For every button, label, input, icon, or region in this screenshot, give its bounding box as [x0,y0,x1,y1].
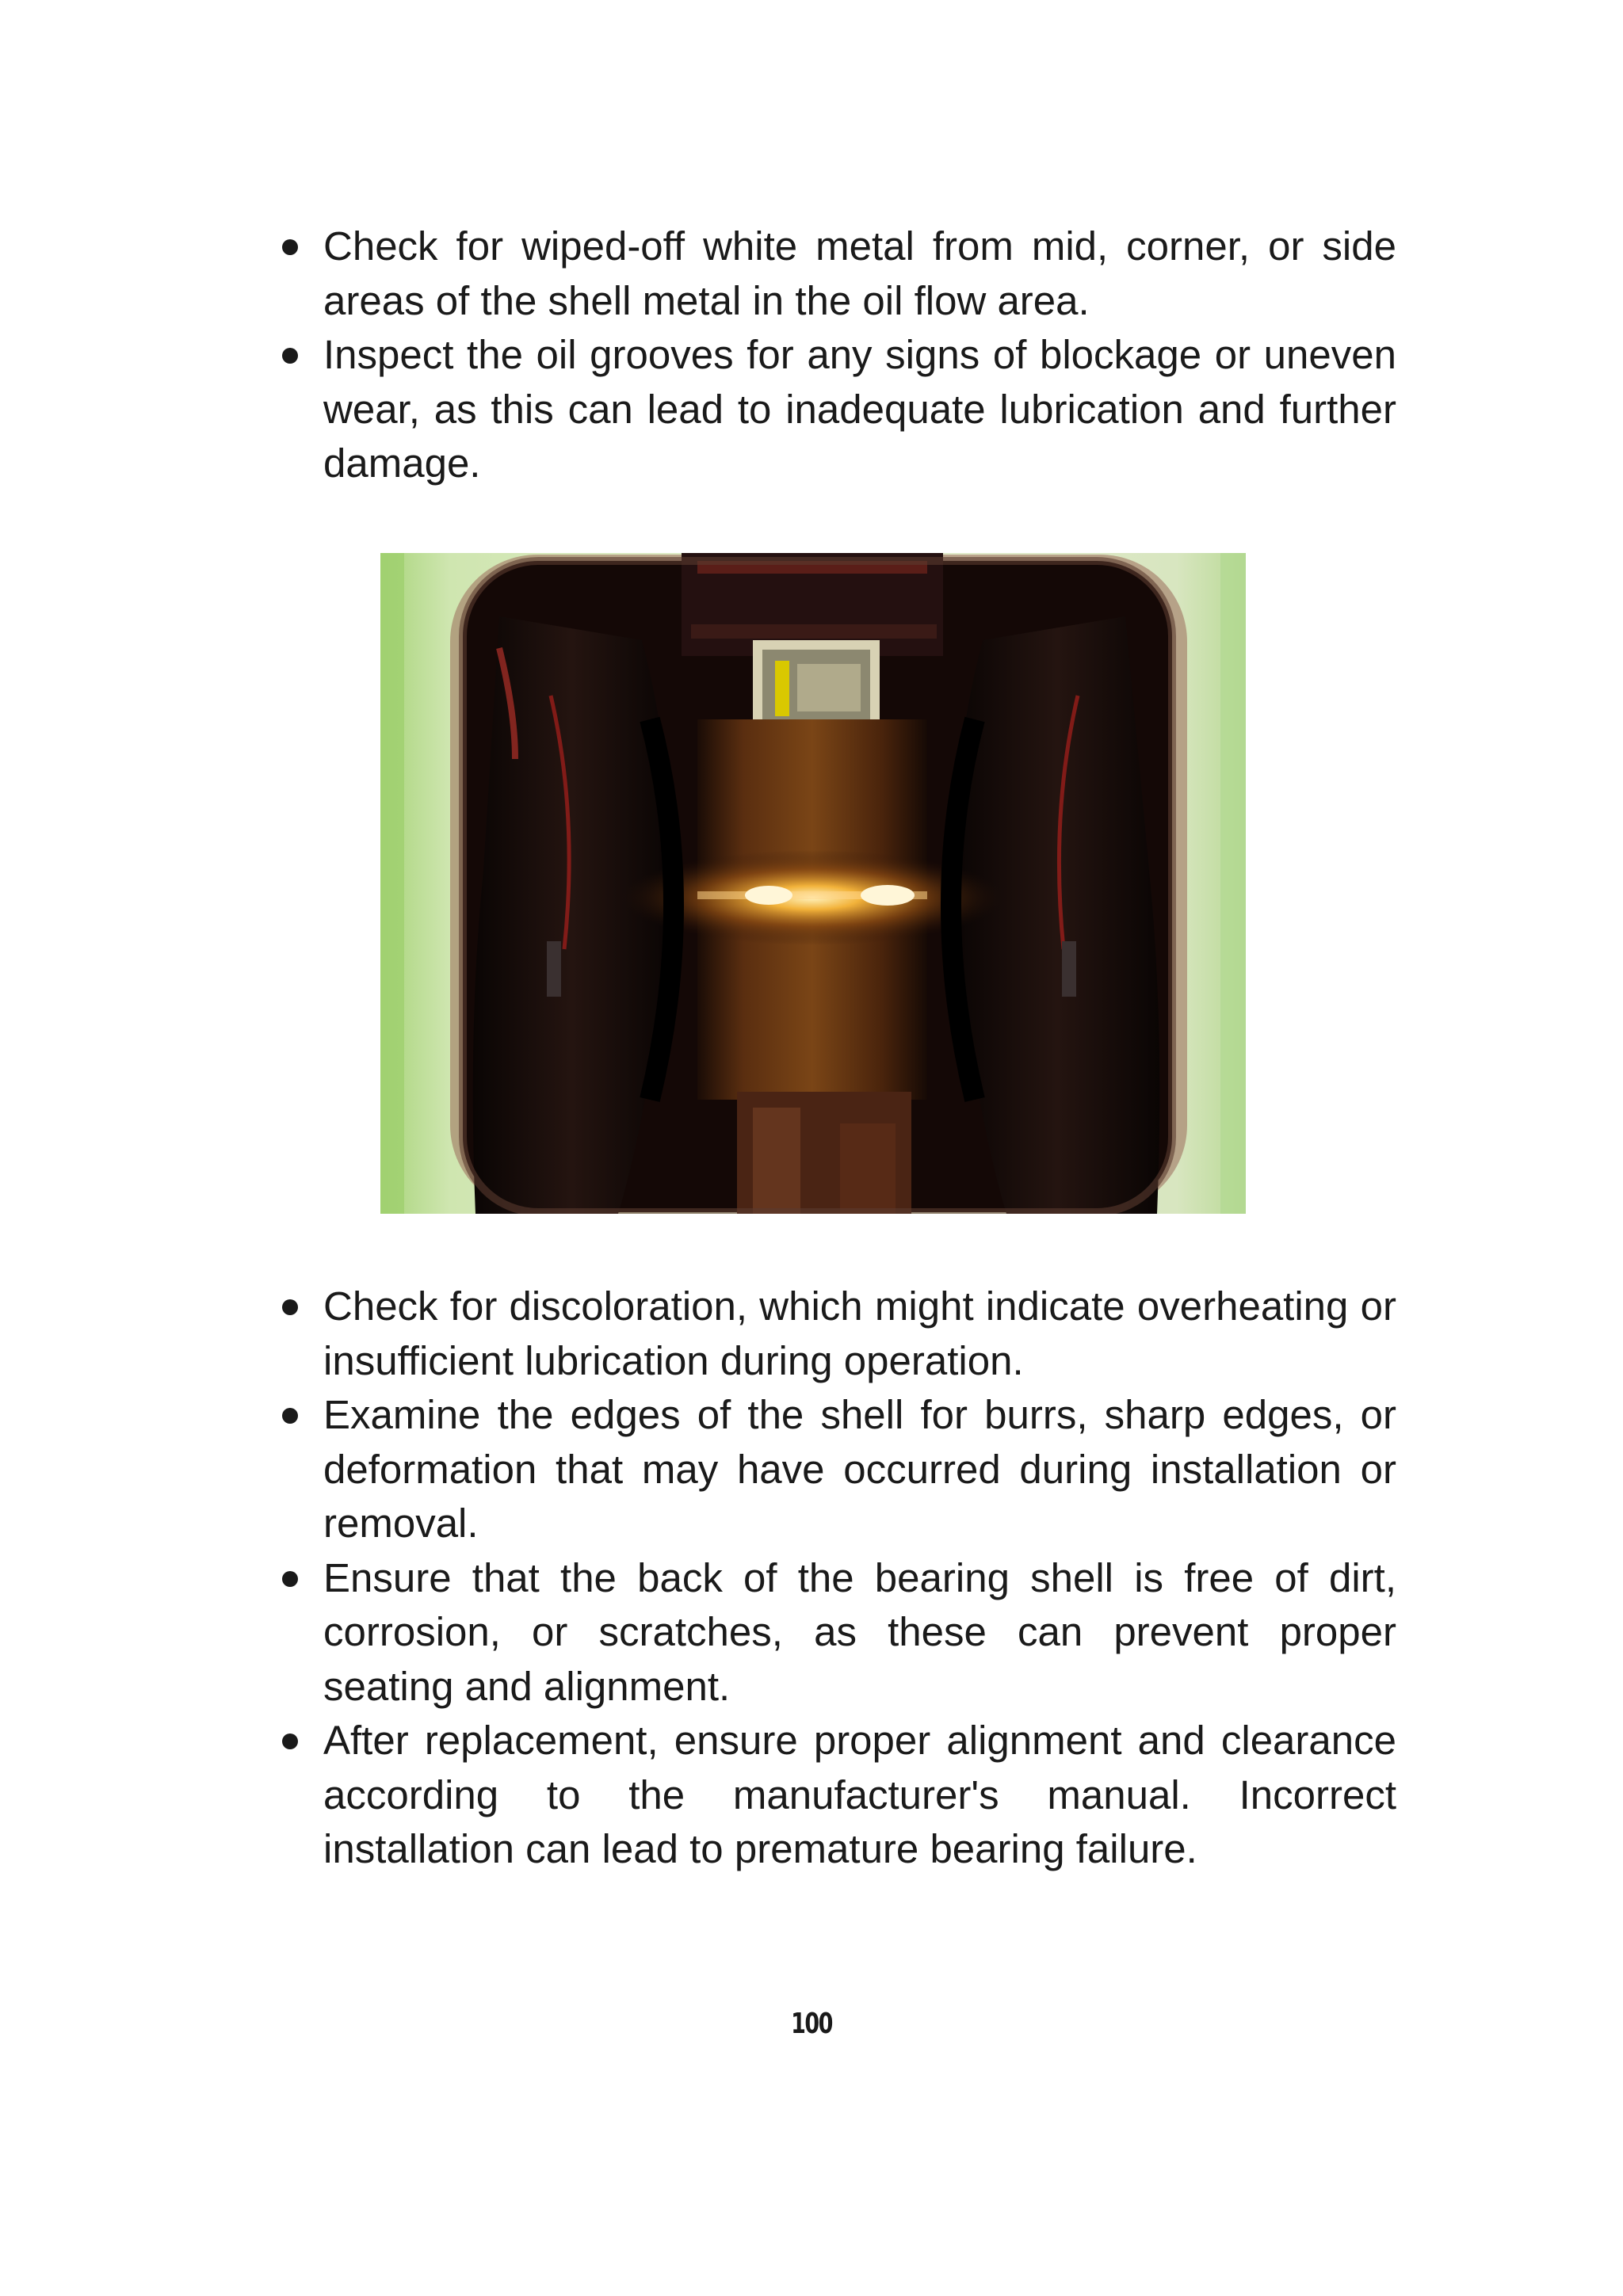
page-number: 100 [791,2008,832,2040]
crankcase-photo [380,553,1246,1214]
bullet-dot-icon [282,1733,298,1749]
bullet-text: Check for discoloration, which might indicate overheating or insufficient lubrication during operation. [323,1283,1396,1383]
bullet-item [279,219,1396,328]
bullet-dot-icon [282,348,298,364]
bullet-dot-icon [282,1571,298,1587]
bullet-list-bottom [279,1280,1396,1877]
bullet-text: After replacement, ensure proper alignment and clearance according to the manufacturer's manual. Incorrect installation can lead to premature bearing failure. [323,1718,1396,1871]
bullet-dot-icon [282,1408,298,1424]
bullet-text: Examine the edges of the shell for burrs, sharp edges, or deformation that may have occurred during installation or removal. [323,1392,1396,1546]
bullet-list-top [279,219,1396,491]
bullet-dot-icon [282,1299,298,1315]
bullet-text: Ensure that the back of the bearing shell is free of dirt, corrosion, or scratches, as these can prevent proper seating and alignment. [323,1554,1396,1709]
bullet-item [279,328,1396,491]
bullet-item [279,1551,1396,1714]
bullet-item [279,1714,1396,1877]
bullet-text: Inspect the oil grooves for any signs of blockage or uneven wear, as this can lead to inadequate lubrication and further damage. [323,332,1396,486]
bullet-text: Check for wiped-off white metal from mid, corner, or side areas of the shell metal in the oil flow area. [323,223,1396,323]
bullet-dot-icon [282,239,298,255]
bullet-item [279,1388,1396,1551]
bullet-item [279,1280,1396,1388]
